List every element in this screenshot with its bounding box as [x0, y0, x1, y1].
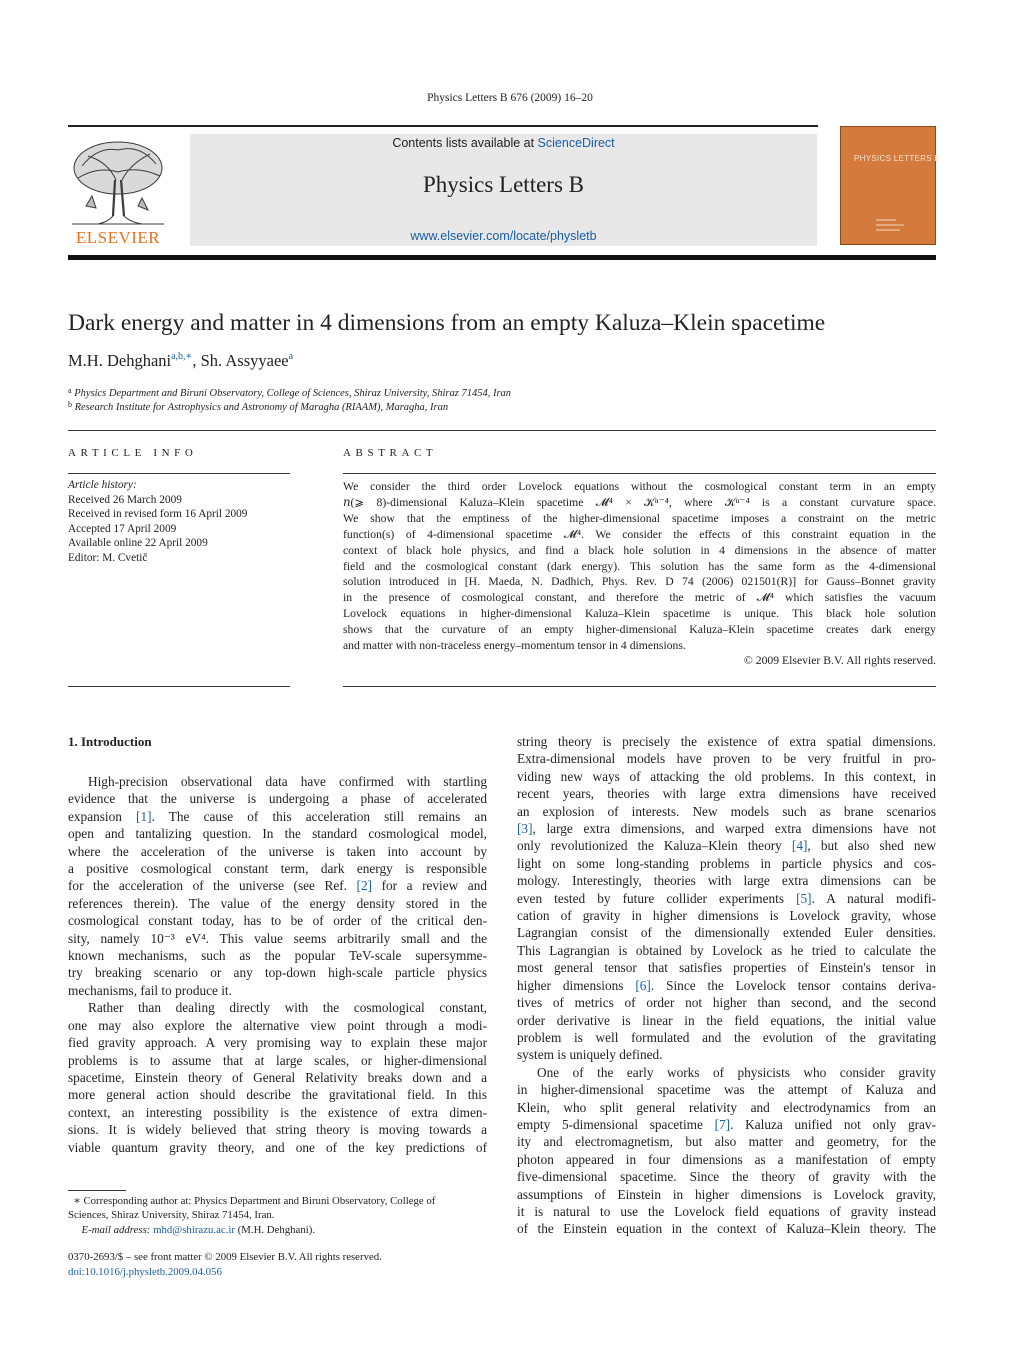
body-line: one may also explore the alternative view point through a modi-: [68, 1017, 487, 1033]
body-line: five-dimensional spacetime. Since the theory of gravity with the: [517, 1169, 936, 1185]
author-assyyaee-marks[interactable]: a: [288, 351, 294, 362]
sciencedirect-link[interactable]: ScienceDirect: [537, 136, 615, 150]
issn-line: 0370-2693/$ – see front matter © 2009 Elsevier B.V. All rights reserved.: [68, 1251, 382, 1263]
article-title: Dark energy and matter in 4 dimensions from an empty Kaluza–Klein spacetime: [68, 310, 826, 336]
body-line: photon appeared in four dimensions as a manifestation of empty: [517, 1151, 936, 1167]
body-line: mology. Interestingly, theories with large extra dimensions can be: [517, 873, 936, 889]
body-line: recent years, theories with large extra dimensions have received: [517, 786, 936, 802]
body-line: fied gravity approach. A very promising way to explain these major: [68, 1035, 487, 1051]
abstract-line: shows that the curvature of an empty higher-dimensional Kaluza–Klein spacetime creates dark energy: [343, 623, 936, 637]
body-text: only revolutionized the Kaluza–Klein theory: [517, 838, 792, 854]
body-line: This Lagrangian is obtained by Lovelock as he tried to calculate the: [517, 942, 936, 958]
article-info-bottom-rule: [68, 686, 290, 687]
body-line: [68, 877, 487, 894]
body-line: more general action should describe the gravitational field. In this: [68, 1087, 487, 1103]
body-line: an explosion of interests. New models such as brane scenarios: [517, 803, 936, 819]
body-line: [517, 1116, 936, 1133]
body-text: for a review and: [372, 878, 487, 894]
abstract-heading: ABSTRACT: [343, 447, 438, 459]
body-line: Lagrangian consist of the dimensionally extended Euler densities.: [517, 925, 936, 941]
introduction-heading: 1. Introduction: [68, 734, 152, 749]
body-line: sity, namely 10⁻³ eV⁴. This value seems arbitrarily small and the: [68, 930, 487, 946]
body-line: [517, 837, 936, 854]
reference-link-2[interactable]: [2]: [356, 878, 373, 894]
body-line: ity and electromagnetism, but also matter and geometry, for the: [517, 1134, 936, 1150]
body-line: open and tantalizing question. In the standard cosmological model,: [68, 826, 487, 842]
body-text: higher dimensions: [517, 977, 636, 993]
body-line: cation of gravity in higher dimensions is Lovelock gravity, whose: [517, 908, 936, 924]
email-owner: (M.H. Dehghani).: [234, 1223, 316, 1236]
body-line: High-precision observational data have confirmed with startling: [88, 774, 487, 789]
abstract-line: solution introduced in [H. Maeda, N. Dadhich, Phys. Rev. D 74 (2006) 021501(R)] for Gauss–Bonnet gravity: [343, 575, 936, 589]
body-line: assumptions of Einstein in higher dimensions is Lovelock gravity,: [517, 1186, 936, 1202]
body-text: . A natural modifi-: [811, 890, 937, 906]
abstract-body: [343, 479, 936, 654]
abstract-line: We consider the third order Lovelock equations without the cosmological constant term in an empty: [343, 480, 936, 493]
reference-link-7[interactable]: [7]: [714, 1116, 731, 1132]
abstract-line: in the presence of cosmological constant, and therefore the metric of 𝓜⁴ which satisfies the vacuum: [343, 591, 936, 605]
history-editor: Editor: M. Cvetič: [68, 551, 148, 564]
body-text: expansion: [68, 808, 137, 824]
body-text: , but also shed new: [807, 838, 937, 854]
affiliation-a-text: Physics Department and Biruni Observatory, College of Sciences, Shiraz University, Shiraz 71454, Iran: [74, 388, 512, 399]
body-line: sions. It is widely believed that string theory is moving towards a: [68, 1122, 487, 1138]
header-top-rule: [68, 125, 818, 127]
body-line: [517, 977, 936, 994]
affiliation-b-mark: b: [68, 400, 72, 409]
footnote-line: [68, 1223, 487, 1237]
body-line: Extra-dimensional models have proven to be very fruitful in pro-: [517, 751, 936, 767]
article-history: [68, 478, 290, 565]
article-info-rule: [68, 473, 290, 474]
abstract-line: 𝑛(⩾ 8)-dimensional Kaluza–Klein spacetime 𝓜⁴ × 𝒦ⁿ⁻⁴, where 𝒦ⁿ⁻⁴ is a constant curvature space.: [343, 495, 936, 509]
cover-text-lines-icon: [876, 218, 906, 234]
body-line: it is natural to use the Lovelock field equations of gravity instead: [517, 1203, 936, 1219]
body-text: for the acceleration of the universe (see Ref.: [68, 878, 357, 894]
body-line: [517, 820, 936, 837]
body-line: cosmological constant today, has to be of order of the critical den-: [68, 913, 487, 929]
email-label: E-mail address:: [81, 1223, 151, 1236]
affiliation-a: [68, 386, 511, 399]
body-line: viable quantum gravity theory, and one of the key predictions of: [68, 1139, 487, 1155]
body-left-column: [68, 773, 487, 1156]
body-text: . The cause of this acceleration still remains an: [151, 808, 487, 824]
body-line: where the acceleration of the universe is taken into account by: [68, 843, 487, 859]
body-line: evidence that the universe is undergoing a phase of accelerated: [68, 791, 487, 807]
body-line: One of the early works of physicists who consider gravity: [537, 1064, 936, 1080]
body-line: of the Einstein equation in the context of Kaluza–Klein theory. The: [517, 1221, 936, 1237]
affiliation-a-mark: a: [68, 386, 72, 395]
body-line: [68, 808, 487, 825]
affiliation-b: [68, 400, 448, 413]
history-accepted: Accepted 17 April 2009: [68, 522, 177, 535]
affiliation-rule: [68, 430, 936, 431]
body-line: system is uniquely defined.: [517, 1047, 663, 1063]
footnote-rule: [68, 1190, 126, 1191]
body-line: a positive cosmological constant term, dark energy is responsible: [68, 861, 487, 877]
footnote-mark: ∗: [73, 1195, 81, 1207]
article-info-heading: ARTICLE INFO: [68, 447, 198, 459]
contents-line: [190, 136, 817, 150]
body-text: . Kaluza unified not only grav-: [730, 1116, 936, 1132]
body-text: empty 5-dimensional spacetime: [517, 1116, 715, 1132]
body-line: viding new ways of attacking the old problems. In this context, in: [517, 768, 936, 784]
abstract-rule: [343, 473, 936, 474]
reference-link-1[interactable]: [1]: [136, 808, 152, 824]
footnote-line: [68, 1194, 487, 1208]
reference-link-6[interactable]: [6]: [635, 977, 651, 993]
journal-url-link[interactable]: www.elsevier.com/locate/physletb: [410, 229, 597, 243]
body-line: mechanisms, fail to produce it.: [68, 982, 232, 998]
body-line: references therein). The value of the energy density stored in the: [68, 895, 487, 911]
abstract-line: context of black hole physics, and find a black hole solution in 4 dimensions in the absence of matter: [343, 543, 936, 557]
abstract-line: and matter with non-traceless energy–momentum tensor in 4 dimensions.: [343, 639, 686, 653]
journal-citation: Physics Letters B 676 (2009) 16–20: [427, 92, 593, 104]
history-received: Received 26 March 2009: [68, 493, 182, 506]
header-bottom-rule: [68, 255, 936, 260]
body-line: spacetime, Einstein theory of General Relativity breaks down and a: [68, 1069, 487, 1085]
contents-prefix: Contents lists available at: [392, 136, 538, 150]
body-line: known mechanisms, such as the popular TeV-scale supersymme-: [68, 948, 487, 964]
abstract-copyright: © 2009 Elsevier B.V. All rights reserved.: [743, 654, 936, 667]
body-line: problem is well formulated and the evolution of the gravitating: [517, 1029, 936, 1045]
body-line: [517, 890, 936, 907]
body-line: most general tensor that satisfies properties of Einstein's tensor in: [517, 960, 936, 976]
body-line: Klein, who split general relativity and electrodynamics from an: [517, 1099, 936, 1115]
abstract-line: field and the cosmological constant (dark energy). This solution has the same form as the 4-dimensional: [343, 559, 936, 573]
history-revised: Received in revised form 16 April 2009: [68, 508, 248, 520]
reference-link-3[interactable]: [3]: [517, 821, 533, 837]
corresponding-author-footnote: [68, 1194, 487, 1237]
body-line: string theory is precisely the existence of extra spatial dimensions.: [517, 734, 936, 749]
body-line: problems is to assume that at large scales, or higher-dimensional: [68, 1052, 487, 1068]
footnote-text: Corresponding author at: Physics Department and Biruni Observatory, College of: [80, 1195, 436, 1207]
history-online: Available online 22 April 2009: [68, 537, 208, 549]
footnote-line: Sciences, Shiraz University, Shiraz 71454, Iran.: [68, 1209, 275, 1222]
journal-name: Physics Letters B: [423, 172, 584, 197]
body-text: even tested by future collider experiments: [517, 890, 797, 906]
body-right-column: [517, 733, 936, 1238]
abstract-line: Lovelock equations in higher-dimensional Kaluza–Klein spacetime is unique. This black hole solution: [343, 607, 936, 621]
body-line: in higher-dimensional spacetime was the attempt of Kaluza and: [517, 1082, 936, 1098]
abstract-line: function(s) of 4-dimensional spacetime 𝓜⁴. We consider the effects of this constraint equation in the: [343, 527, 936, 541]
body-line: try breaking scenario or any top-down high-scale particle physics: [68, 965, 487, 981]
doi-link[interactable]: doi:10.1016/j.physletb.2009.04.056: [68, 1266, 222, 1278]
author-dehghani-marks[interactable]: a,b,∗: [171, 351, 193, 362]
cover-title: PHYSICS LETTERS B: [854, 154, 941, 163]
author-dehghani[interactable]: M.H. Dehghani: [68, 351, 172, 370]
history-label: Article history:: [68, 479, 137, 491]
author-assyyaee[interactable]: Sh. Assyyaee: [200, 351, 289, 370]
body-line: order derivative is linear in the field equations, the initial value: [517, 1012, 936, 1028]
body-line: Rather than dealing directly with the cosmological constant,: [88, 1000, 487, 1016]
author-list: [68, 351, 293, 371]
reference-link-4[interactable]: [4]: [791, 838, 808, 854]
body-line: context, an interesting possibility is the existence of extra dimen-: [68, 1104, 487, 1120]
abstract-bottom-rule: [343, 686, 936, 687]
affiliation-b-text: Research Institute for Astrophysics and Astronomy of Maragha (RIAAM), Maragha, Iran: [74, 402, 449, 413]
body-text: . Since the Lovelock tensor contains deriva-: [650, 977, 936, 993]
email-link[interactable]: mhd@shirazu.ac.ir: [153, 1223, 235, 1236]
elsevier-wordmark: ELSEVIER: [75, 228, 161, 247]
body-line: light on some long-standing problems in particle physics and cos-: [517, 855, 936, 871]
reference-link-5[interactable]: [5]: [796, 890, 812, 906]
abstract-line: We show that the emptiness of the higher-dimensional spacetime imposes a constraint on the metric: [343, 511, 936, 525]
body-text: , large extra dimensions, and warped extra dimensions have not: [532, 821, 936, 837]
body-line: tives of metrics of order not higher than second, and the second: [517, 995, 936, 1011]
author-separator: ,: [192, 351, 201, 370]
